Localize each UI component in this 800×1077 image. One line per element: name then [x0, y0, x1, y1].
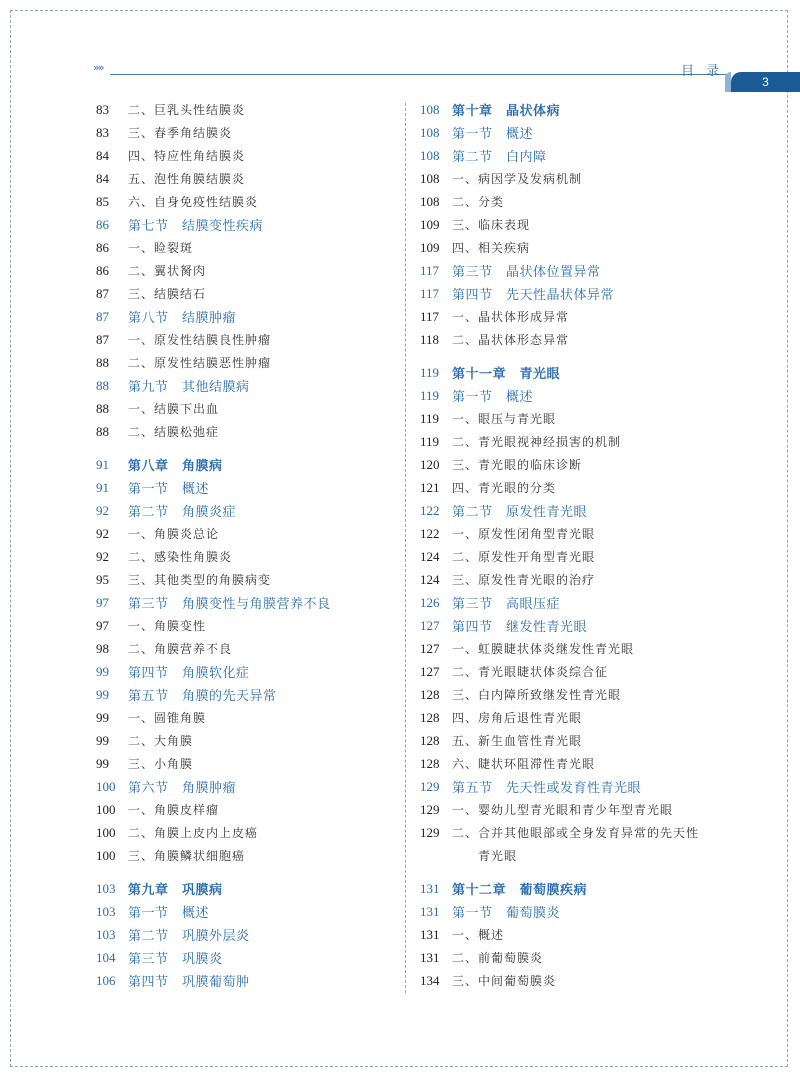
- toc-page-number: 98: [96, 640, 109, 656]
- toc-entry-title: 一、睑裂斑: [128, 241, 194, 255]
- toc-entry-title: 第一节 概述: [128, 482, 210, 497]
- toc-entry-title: 三、青光眼的临床诊断: [452, 458, 583, 472]
- toc-entry-item[interactable]: [420, 453, 760, 476]
- toc-entry-title: 一、原发性闭角型青光眼: [452, 527, 596, 541]
- toc-entry-title: 一、原发性结膜良性肿瘤: [128, 333, 272, 347]
- toc-entry-title: 一、婴幼儿型青光眼和青少年型青光眼: [452, 803, 674, 817]
- toc-entry-section[interactable]: [420, 614, 760, 637]
- toc-entry-title: 第七节 结膜变性疾病: [128, 219, 264, 234]
- toc-entry-title: 三、原发性青光眼的治疗: [452, 573, 596, 587]
- toc-entry-item[interactable]: [96, 328, 396, 351]
- toc-page-number: 121: [420, 479, 440, 495]
- toc-page-number: 119: [420, 364, 440, 380]
- toc-entry-cont[interactable]: [420, 844, 760, 867]
- toc-left-column: [96, 98, 396, 992]
- toc-entry-title: 一、概述: [452, 928, 505, 942]
- toc-page-number: 117: [420, 285, 440, 301]
- toc-entry-item[interactable]: [96, 706, 396, 729]
- toc-entry-title: 第三节 角膜变性与角膜营养不良: [128, 597, 331, 612]
- toc-page-number: 131: [420, 880, 440, 896]
- toc-entry-section[interactable]: [96, 660, 396, 683]
- toc-entry-item[interactable]: [96, 821, 396, 844]
- toc-page-number: 131: [420, 903, 440, 919]
- toc-entry-title: 二、晶状体形态异常: [452, 333, 570, 347]
- toc-entry-section[interactable]: [96, 683, 396, 706]
- toc-page-number: 109: [420, 216, 440, 232]
- toc-entry-title: 第六节 角膜肿瘤: [128, 781, 237, 796]
- toc-page-number: 87: [96, 308, 109, 324]
- toc-entry-title: 青光眼: [478, 849, 518, 863]
- toc-entry-title: 一、圆锥角膜: [128, 711, 207, 725]
- toc-entry-item[interactable]: [96, 144, 396, 167]
- toc-page-number: 128: [420, 732, 440, 748]
- toc-entry-item[interactable]: [420, 190, 760, 213]
- toc-page-number: 131: [420, 926, 440, 942]
- toc-entry-item[interactable]: [96, 545, 396, 568]
- toc-entry-section[interactable]: [420, 144, 760, 167]
- toc-entry-item[interactable]: [420, 969, 760, 992]
- toc-page-number: 92: [96, 525, 109, 541]
- toc-entry-title: 一、虹膜睫状体炎继发性青光眼: [452, 642, 635, 656]
- toc-page-number: 129: [420, 778, 440, 794]
- toc-page-number: 87: [96, 285, 109, 301]
- toc-entry-title: 第九章 巩膜病: [128, 883, 223, 898]
- toc-page-number: 103: [96, 880, 116, 896]
- toc-entry-item[interactable]: [420, 946, 760, 969]
- toc-entry-title: 一、结膜下出血: [128, 402, 220, 416]
- toc-entry-title: 第五节 角膜的先天异常: [128, 689, 277, 704]
- toc-entry-item[interactable]: [96, 236, 396, 259]
- toc-entry-title: 三、中间葡萄膜炎: [452, 974, 557, 988]
- toc-entry-item[interactable]: [96, 729, 396, 752]
- toc-page-number: 103: [96, 903, 116, 919]
- toc-page-number: 85: [96, 193, 109, 209]
- toc-page-number: 128: [420, 709, 440, 725]
- toc-entry-title: 四、房角后退性青光眼: [452, 711, 583, 725]
- toc-entry-item[interactable]: [96, 522, 396, 545]
- toc-entry-title: 二、感染性角膜炎: [128, 550, 233, 564]
- toc-page-number: 91: [96, 456, 109, 472]
- toc-page-number: 100: [96, 824, 116, 840]
- toc-page-number: 131: [420, 949, 440, 965]
- toc-entry-item[interactable]: [420, 236, 760, 259]
- toc-entry-item[interactable]: [96, 282, 396, 305]
- toc-entry-title: 五、泡性角膜结膜炎: [128, 172, 246, 186]
- toc-entry-title: 四、相关疾病: [452, 241, 531, 255]
- toc-entry-item[interactable]: [96, 420, 396, 443]
- toc-entry-title: 二、角膜上皮内上皮癌: [128, 826, 259, 840]
- toc-entry-title: 二、原发性结膜恶性肿瘤: [128, 356, 272, 370]
- toc-entry-item[interactable]: [96, 397, 396, 420]
- toc-entry-section[interactable]: [420, 384, 760, 407]
- toc-entry-title: 三、临床表现: [452, 218, 531, 232]
- toc-entry-title: 六、睫状环阻滞性青光眼: [452, 757, 596, 771]
- toc-entry-title: 第一节 概述: [128, 906, 210, 921]
- toc-entry-title: 二、大角膜: [128, 734, 194, 748]
- toc-entry-section[interactable]: [420, 121, 760, 144]
- toc-entry-section[interactable]: [420, 282, 760, 305]
- toc-entry-item[interactable]: [420, 213, 760, 236]
- toc-page-number: 117: [420, 262, 440, 278]
- toc-entry-title: 第八节 结膜肿瘤: [128, 311, 237, 326]
- toc-entry-title: 第四节 巩膜葡萄肿: [128, 975, 250, 990]
- toc-entry-section[interactable]: [96, 900, 396, 923]
- toc-page-number: 119: [420, 410, 440, 426]
- toc-entry-section[interactable]: [420, 591, 760, 614]
- toc-entry-title: 二、前葡萄膜炎: [452, 951, 544, 965]
- toc-entry-section[interactable]: [420, 259, 760, 282]
- toc-entry-item[interactable]: [96, 167, 396, 190]
- toc-entry-item[interactable]: [420, 167, 760, 190]
- toc-entry-title: 第四节 先天性晶状体异常: [452, 288, 615, 303]
- toc-page-number: 100: [96, 801, 116, 817]
- toc-page-number: 106: [96, 972, 116, 988]
- toc-entry-item[interactable]: [420, 407, 760, 430]
- toc-entry-title: 二、青光眼视神经损害的机制: [452, 435, 622, 449]
- toc-entry-item[interactable]: [96, 351, 396, 374]
- toc-entry-section[interactable]: [96, 476, 396, 499]
- toc-entry-section[interactable]: [96, 305, 396, 328]
- toc-entry-item[interactable]: [420, 305, 760, 328]
- toc-entry-item[interactable]: [420, 706, 760, 729]
- toc-entry-title: 一、角膜皮样瘤: [128, 803, 220, 817]
- toc-page-number: 108: [420, 101, 440, 117]
- toc-entry-item[interactable]: [420, 798, 760, 821]
- toc-entry-title: 二、结膜松弛症: [128, 425, 220, 439]
- toc-entry-item[interactable]: [420, 430, 760, 453]
- toc-page-number: 99: [96, 663, 109, 679]
- toc-entry-item[interactable]: [420, 923, 760, 946]
- toc-entry-item[interactable]: [420, 545, 760, 568]
- toc-page-number: 109: [420, 239, 440, 255]
- toc-entry-section[interactable]: [96, 213, 396, 236]
- toc-entry-title: 二、翼状胬肉: [128, 264, 207, 278]
- toc-entry-section[interactable]: [96, 374, 396, 397]
- toc-entry-title: 二、巨乳头性结膜炎: [128, 103, 246, 117]
- page-number-tab: [731, 72, 800, 92]
- toc-entry-title: 第二节 巩膜外层炎: [128, 929, 250, 944]
- toc-page-number: 99: [96, 755, 109, 771]
- toc-entry-chapter[interactable]: [420, 361, 760, 384]
- toc-entry-item[interactable]: [96, 614, 396, 637]
- toc-entry-title: 第九节 其他结膜病: [128, 380, 250, 395]
- toc-entry-title: 二、合并其他眼部或全身发育异常的先天性: [452, 826, 700, 840]
- toc-entry-title: 三、其他类型的角膜病变: [128, 573, 272, 587]
- toc-page-number: 127: [420, 640, 440, 656]
- toc-entry-title: 第二节 原发性青光眼: [452, 505, 588, 520]
- toc-entry-title: 一、角膜变性: [128, 619, 207, 633]
- toc-page-number: 99: [96, 686, 109, 702]
- toc-entry-title: 第十章 晶状体病: [452, 104, 561, 119]
- toc-entry-section[interactable]: [420, 775, 760, 798]
- toc-page-number: 127: [420, 617, 440, 633]
- toc-page-number: 128: [420, 686, 440, 702]
- toc-page-number: 99: [96, 709, 109, 725]
- column-divider: [405, 103, 406, 993]
- toc-page-number: 108: [420, 147, 440, 163]
- toc-page-number: 88: [96, 400, 109, 416]
- toc-page-number: 100: [96, 778, 116, 794]
- toc-page-number: 119: [420, 387, 440, 403]
- toc-entry-title: 第四节 继发性青光眼: [452, 620, 588, 635]
- toc-page-number: 120: [420, 456, 440, 472]
- toc-entry-title: 三、白内障所致继发性青光眼: [452, 688, 622, 702]
- toc-entry-title: 三、小角膜: [128, 757, 194, 771]
- toc-entry-item[interactable]: [96, 798, 396, 821]
- toc-entry-title: 三、春季角结膜炎: [128, 126, 233, 140]
- toc-page-number: 103: [96, 926, 116, 942]
- toc-page-number: 86: [96, 262, 109, 278]
- toc-entry-title: 二、角膜营养不良: [128, 642, 233, 656]
- toc-entry-item[interactable]: [420, 660, 760, 683]
- toc-page-number: 127: [420, 663, 440, 679]
- toc-entry-item[interactable]: [420, 729, 760, 752]
- header-rule: [110, 74, 730, 75]
- toc-page-number: 124: [420, 548, 440, 564]
- toc-entry-title: 五、新生血管性青光眼: [452, 734, 583, 748]
- toc-entry-section[interactable]: [96, 775, 396, 798]
- toc-entry-title: 第一节 葡萄膜炎: [452, 906, 561, 921]
- toc-entry-title: 一、晶状体形成异常: [452, 310, 570, 324]
- toc-entry-item[interactable]: [420, 476, 760, 499]
- toc-page-number: 108: [420, 170, 440, 186]
- toc-entry-title: 第四节 角膜软化症: [128, 666, 250, 681]
- toc-entry-item[interactable]: [96, 844, 396, 867]
- toc-page-number: 92: [96, 548, 109, 564]
- toc-entry-title: 第三节 晶状体位置异常: [452, 265, 601, 280]
- toc-entry-title: 第十一章 青光眼: [452, 367, 561, 382]
- toc-entry-title: 二、原发性开角型青光眼: [452, 550, 596, 564]
- toc-entry-title: 第五节 先天性或发育性青光眼: [452, 781, 642, 796]
- toc-entry-title: 第二节 角膜炎症: [128, 505, 237, 520]
- toc-page-number: 88: [96, 377, 109, 393]
- toc-entry-title: 第三节 高眼压症: [452, 597, 561, 612]
- toc-entry-item[interactable]: [96, 568, 396, 591]
- toc-entry-item[interactable]: [96, 752, 396, 775]
- toc-page-number: 97: [96, 594, 109, 610]
- toc-page-number: 119: [420, 433, 440, 449]
- toc-entry-chapter[interactable]: [96, 453, 396, 476]
- toc-entry-chapter[interactable]: [420, 98, 760, 121]
- toc-entry-title: 三、角膜鳞状细胞癌: [128, 849, 246, 863]
- toc-page-number: 108: [420, 124, 440, 140]
- toc-page-number: 87: [96, 331, 109, 347]
- toc-entry-item[interactable]: [96, 259, 396, 282]
- toc-entry-title: 六、自身免疫性结膜炎: [128, 195, 259, 209]
- toc-entry-section[interactable]: [96, 923, 396, 946]
- toc-entry-chapter[interactable]: [96, 877, 396, 900]
- toc-entry-title: 第一节 概述: [452, 390, 534, 405]
- toc-entry-title: 四、特应性角结膜炎: [128, 149, 246, 163]
- toc-entry-title: 三、结膜结石: [128, 287, 207, 301]
- toc-page-number: 95: [96, 571, 109, 587]
- toc-page-number: 88: [96, 354, 109, 370]
- toc-entry-section[interactable]: [96, 969, 396, 992]
- toc-entry-title: 第八章 角膜病: [128, 459, 223, 474]
- toc-entry-title: 一、眼压与青光眼: [452, 412, 557, 426]
- toc-entry-item[interactable]: [420, 637, 760, 660]
- toc-entry-section[interactable]: [420, 499, 760, 522]
- toc-page-number: 134: [420, 972, 440, 988]
- page-number: 3: [762, 75, 769, 89]
- toc-page-number: 84: [96, 147, 109, 163]
- toc-entry-title: 第二节 白内障: [452, 150, 547, 165]
- page-title: 目 录: [681, 64, 724, 79]
- toc-page-number: 83: [96, 101, 109, 117]
- toc-page-number: 117: [420, 308, 440, 324]
- toc-page-number: 124: [420, 571, 440, 587]
- toc-page-number: 128: [420, 755, 440, 771]
- toc-entry-title: 二、青光眼睫状体炎综合征: [452, 665, 609, 679]
- toc-entry-section[interactable]: [96, 946, 396, 969]
- toc-entry-item[interactable]: [420, 683, 760, 706]
- toc-page-number: 91: [96, 479, 109, 495]
- toc-entry-title: 第一节 概述: [452, 127, 534, 142]
- toc-entry-item[interactable]: [420, 328, 760, 351]
- toc-entry-title: 第十二章 葡萄膜疾病: [452, 883, 588, 898]
- toc-page-number: 118: [420, 331, 440, 347]
- toc-entry-item[interactable]: [420, 568, 760, 591]
- toc-page-number: 108: [420, 193, 440, 209]
- toc-page-number: 92: [96, 502, 109, 518]
- toc-right-column: [420, 98, 760, 992]
- toc-entry-chapter[interactable]: [420, 877, 760, 900]
- toc-entry-section[interactable]: [96, 499, 396, 522]
- toc-entry-section[interactable]: [96, 591, 396, 614]
- toc-page-number: 88: [96, 423, 109, 439]
- toc-page-number: 99: [96, 732, 109, 748]
- toc-page-number: 83: [96, 124, 109, 140]
- toc-entry-item[interactable]: [96, 98, 396, 121]
- toc-page-number: 97: [96, 617, 109, 633]
- toc-entry-item[interactable]: [420, 522, 760, 545]
- toc-page-number: 104: [96, 949, 116, 965]
- toc-page-number: 122: [420, 525, 440, 541]
- toc-page-number: 122: [420, 502, 440, 518]
- toc-page-number: 84: [96, 170, 109, 186]
- toc-entry-item[interactable]: [96, 637, 396, 660]
- toc-page-number: 100: [96, 847, 116, 863]
- toc-entry-title: 四、青光眼的分类: [452, 481, 557, 495]
- toc-entry-title: 第三节 巩膜炎: [128, 952, 223, 967]
- toc-page-number: 86: [96, 216, 109, 232]
- toc-entry-title: 二、分类: [452, 195, 505, 209]
- toc-page-number: 126: [420, 594, 440, 610]
- toc-entry-section[interactable]: [420, 900, 760, 923]
- toc-page-number: 129: [420, 801, 440, 817]
- toc-entry-item[interactable]: [420, 752, 760, 775]
- toc-entry-item[interactable]: [96, 121, 396, 144]
- toc-entry-title: 一、角膜炎总论: [128, 527, 220, 541]
- toc-entry-title: 一、病因学及发病机制: [452, 172, 583, 186]
- chevron-right-icon: »»: [93, 61, 103, 74]
- toc-entry-item[interactable]: [96, 190, 396, 213]
- toc-entry-item[interactable]: [420, 821, 760, 844]
- toc-page-number: 86: [96, 239, 109, 255]
- toc-page-number: 129: [420, 824, 440, 840]
